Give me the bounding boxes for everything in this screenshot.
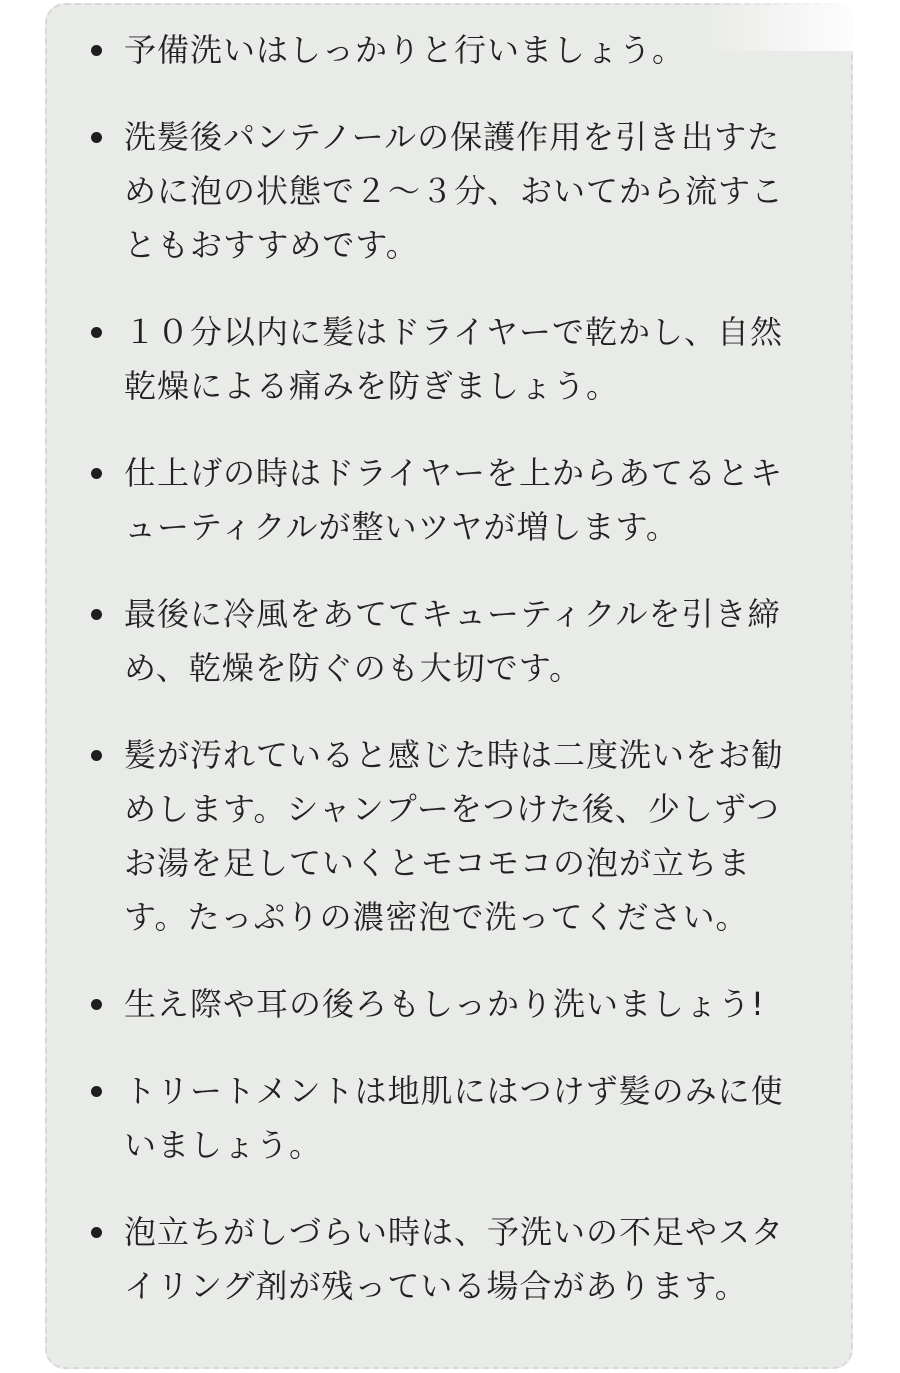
bullet-icon — [91, 750, 102, 761]
list-item — [47, 1205, 851, 1313]
tip-text: トリートメントは地肌にはつけず髪のみに使いましょう。 — [124, 1072, 784, 1164]
tip-text: １０分以内に髪はドライヤーで乾かし、自然乾燥による痛みを防ぎましょう。 — [124, 313, 784, 405]
bullet-icon — [91, 1227, 102, 1238]
list-item — [47, 728, 851, 944]
tip-text: 洗髪後パンテノールの保護作用を引き出すために泡の状態で２〜３分、おいてから流すこともおすすめです。 — [124, 118, 785, 264]
list-item — [47, 1064, 851, 1172]
bullet-icon — [91, 999, 102, 1010]
tip-text: 仕上げの時はドライヤーを上からあてるとキューティクルが整いツヤが増します。 — [124, 454, 784, 546]
bullet-icon — [91, 45, 102, 56]
tip-text: 最後に冷風をあててキューティクルを引き締め、乾燥を防ぐのも大切です。 — [124, 595, 781, 687]
tip-text: 予備洗いはしっかりと行いましょう。 — [124, 31, 686, 69]
list-item — [47, 110, 851, 272]
tips-list — [47, 5, 851, 1313]
bullet-icon — [91, 1086, 102, 1097]
bullet-icon — [91, 609, 102, 620]
list-item — [47, 23, 851, 77]
tips-card — [45, 3, 853, 1369]
list-item — [47, 587, 851, 695]
tip-text: 髪が汚れていると感じた時は二度洗いをお勧めします。シャンプーをつけた後、少しずつお湯を足していくとモコモコの泡が立ちます。たっぷりの濃密泡で洗ってください。 — [124, 736, 785, 936]
list-item — [47, 446, 851, 554]
tip-text: 生え際や耳の後ろもしっかり洗いましょう! — [124, 985, 765, 1023]
bullet-icon — [91, 132, 102, 143]
bullet-icon — [91, 468, 102, 479]
bullet-icon — [91, 327, 102, 338]
list-item — [47, 305, 851, 413]
tip-text: 泡立ちがしづらい時は、予洗いの不足やスタイリング剤が残っている場合があります。 — [124, 1213, 785, 1305]
list-item — [47, 977, 851, 1031]
